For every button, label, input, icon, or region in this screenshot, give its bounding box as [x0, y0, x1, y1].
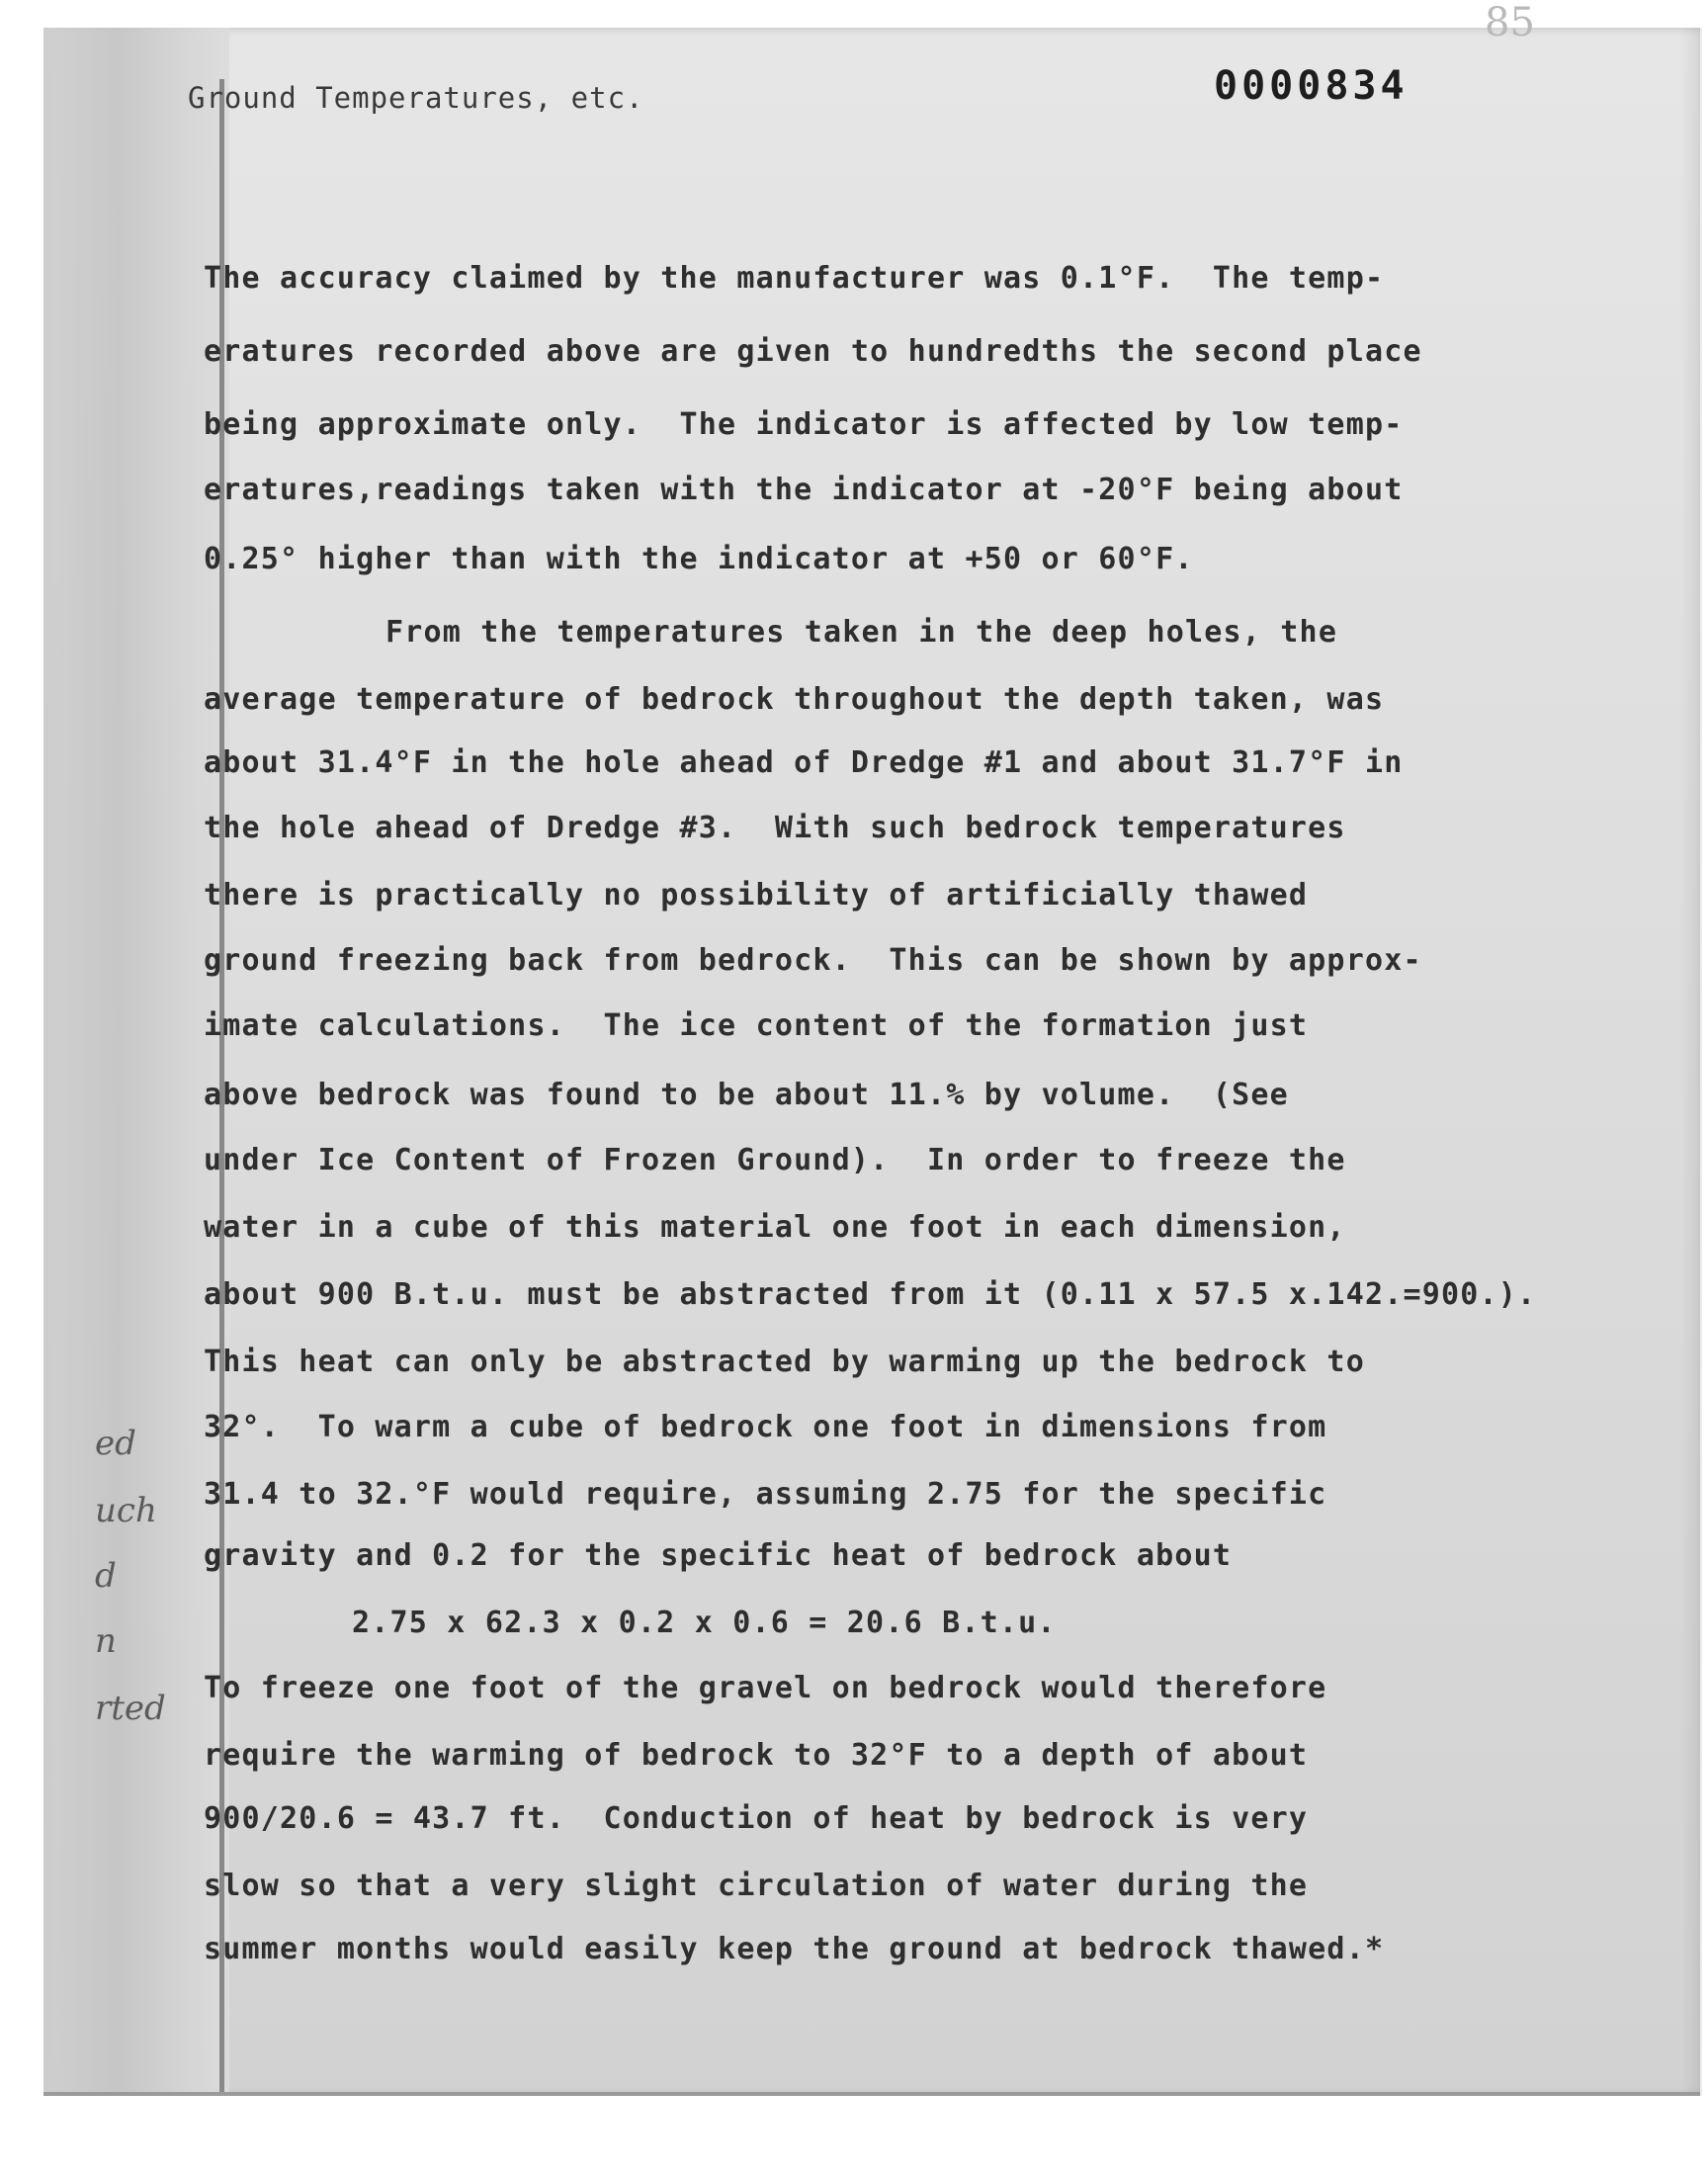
binding-strip — [43, 28, 229, 2096]
body-line: eratures recorded above are given to hundredths the second place — [204, 334, 1422, 369]
body-line: above bedrock was found to be about 11.% by volume. (See — [204, 1078, 1289, 1112]
body-line: 0.25° higher than with the indicator at +50 or 60°F. — [204, 542, 1194, 576]
body-line: the hole ahead of Dredge #3. With such bedrock temperatures — [204, 811, 1346, 845]
body-line: From the temperatures taken in the deep holes, the — [385, 615, 1338, 650]
running-header: Ground Temperatures, etc. — [188, 81, 644, 115]
body-line: being approximate only. The indicator is affected by low temp- — [204, 407, 1404, 442]
document-number: 0000834 — [1214, 63, 1409, 109]
body-line: 900/20.6 = 43.7 ft. Conduction of heat by bedrock is very — [204, 1801, 1309, 1836]
body-line: 32°. To warm a cube of bedrock one foot in dimensions from — [204, 1410, 1327, 1444]
margin-handwriting: rted — [95, 1689, 166, 1728]
page-bottom-edge — [43, 2092, 1700, 2096]
body-line: under Ice Content of Frozen Ground). In order to freeze the — [204, 1143, 1346, 1177]
margin-handwriting: n — [95, 1621, 117, 1661]
margin-handwriting: ed — [95, 1424, 136, 1463]
body-line: about 31.4°F in the hole ahead of Dredge #1 and about 31.7°F in — [204, 745, 1404, 780]
margin-handwriting: d — [95, 1556, 117, 1596]
body-line: water in a cube of this material one foot in each dimension, — [204, 1210, 1346, 1245]
body-line: This heat can only be abstracted by warming up the bedrock to — [204, 1345, 1365, 1379]
body-line: eratures,readings taken with the indicator at -20°F being about — [204, 473, 1404, 507]
body-line: ground freezing back from bedrock. This can be shown by approx- — [204, 943, 1422, 978]
body-line: To freeze one foot of the gravel on bedrock would therefore — [204, 1671, 1327, 1705]
margin-handwriting: uch — [95, 1491, 157, 1530]
body-line: slow so that a very slight circulation of water during the — [204, 1869, 1309, 1903]
body-line: average temperature of bedrock throughout the depth taken, was — [204, 682, 1385, 717]
body-line: gravity and 0.2 for the specific heat of bedrock about — [204, 1538, 1233, 1573]
formula-line: 2.75 x 62.3 x 0.2 x 0.6 = 20.6 B.t.u. — [352, 1606, 1057, 1640]
corner-page-mark: 85 — [1485, 0, 1535, 45]
body-line: summer months would easily keep the ground at bedrock thawed.* — [204, 1932, 1385, 1966]
body-line: The accuracy claimed by the manufacturer was 0.1°F. The temp- — [204, 261, 1385, 296]
body-line: require the warming of bedrock to 32°F to a depth of about — [204, 1738, 1309, 1773]
page-edge-shadow — [1680, 28, 1702, 2096]
body-line: there is practically no possibility of artificially thawed — [204, 878, 1309, 913]
body-line: 31.4 to 32.°F would require, assuming 2.75 for the specific — [204, 1477, 1327, 1512]
body-line: imate calculations. The ice content of the formation just — [204, 1008, 1309, 1043]
body-line: about 900 B.t.u. must be abstracted from it (0.11 x 57.5 x.142.=900.). — [204, 1277, 1537, 1312]
